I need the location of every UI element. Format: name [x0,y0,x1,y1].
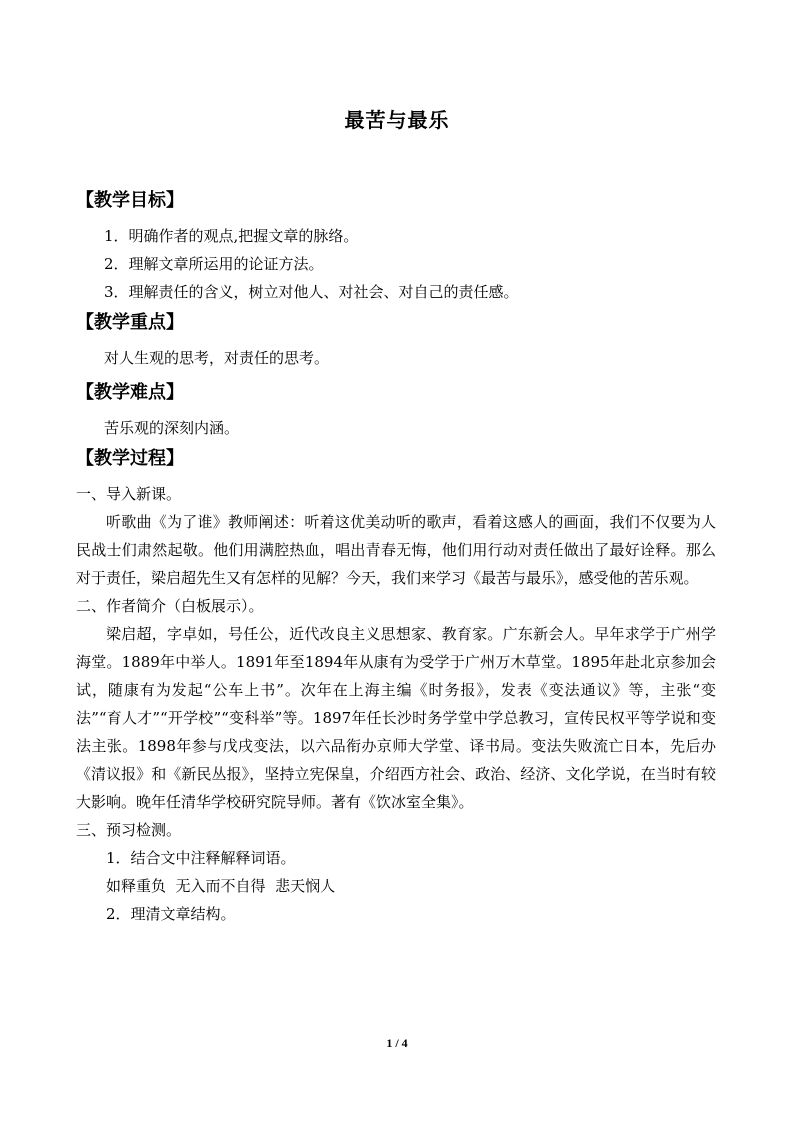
difficulty-text: 苦乐观的深刻内涵。 [104,419,240,437]
process-step-3-title: 三、预习检测。 [76,821,182,839]
process-step-2-paragraph: 梁启超，字卓如，号任公，近代改良主义思想家、教育家。广东新会人。早年求学于广州学海堂。1889年中举人。1891年至1894年从康有为受学于广州万木草堂。1895年赴北京参加会试，随康有为发起“公车上书”。次年在上海主编《时务报》，发表《变法通议》等，主张“变法”“育人才”“开学校”“变科举”等。1897年任长沙时务学堂中学总教习，宣传民权平等学说和变法主张。1898年参与戊戌变法，以六品衔办京师大学堂、译书局。变法失败流亡日本，先后办《清议报》和《新民丛报》，坚持立宪保皇，介绍西方社会、政治、经济、文化学说，在当时有较大影响。晚年任清华学校研究院导师。著有《饮冰室全集》。 [76,625,716,811]
process-step-2-title: 二、作者简介（白板展示）。 [76,597,264,615]
section-heading-focus: 【教学重点】 [76,312,184,333]
goal-item-1: 1．明确作者的观点,把握文章的脉络。 [104,227,359,245]
goal-item-3: 3．理解责任的含义，树立对他人、对社会、对自己的责任感。 [104,283,519,301]
process-step-3-item-2: 2．理清文章结构。 [106,905,236,923]
process-step-1-title: 一、导入新课。 [76,485,182,503]
section-heading-process: 【教学过程】 [76,448,184,469]
process-step-3-words: 如释重负 无入而不自得 悲天悯人 [106,877,336,895]
document-body [76,184,716,928]
section-heading-goals: 【教学目标】 [76,190,184,211]
focus-text: 对人生观的思考，对责任的思考。 [104,349,330,367]
page-number: 1 / 4 [386,1036,408,1050]
section-heading-difficulty: 【教学难点】 [76,382,184,403]
goal-item-2: 2．理解文章所运用的论证方法。 [104,255,324,273]
document-title: 最苦与最乐 [344,108,450,132]
process-step-3-item-1: 1．结合文中注释解释词语。 [106,849,296,867]
process-step-1-paragraph: 听歌曲《为了谁》教师阐述：听着这优美动听的歌声，看着这感人的画面，我们不仅要为人民战士们肃然起敬。他们用满腔热血，唱出青春无悔，他们用行动对责任做出了最好诠释。那么对于责任，梁启超先生又有怎样的见解？今天，我们来学习《最苦与最乐》，感受他的苦乐观。 [76,513,716,587]
